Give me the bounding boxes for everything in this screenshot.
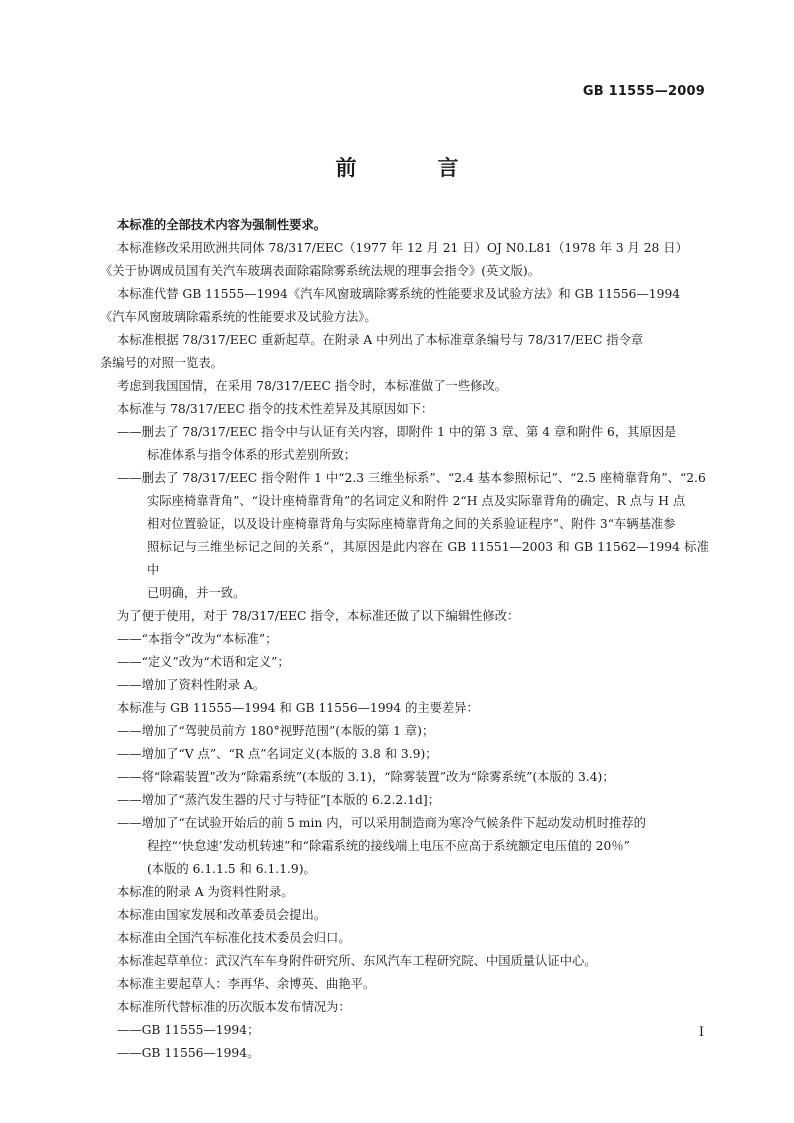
paragraph: 《关于协调成员国有关汽车玻璃表面除霜除雾系统法规的理事会指令》(英文版)。 — [100, 264, 540, 278]
list-item: ——“本指令”改为“本标准”； — [117, 632, 278, 646]
paragraph: 本标准由国家发展和改革委员会提出。 — [117, 908, 327, 922]
list-item-continuation: 标准体系与指令体系的形式差别所致； — [147, 448, 357, 462]
paragraph: 本标准的附录 A 为资料性附录。 — [117, 885, 294, 899]
paragraph: 本标准起草单位：武汉汽车车身附件研究所、东风汽车工程研究院、中国质量认证中心。 — [117, 954, 597, 968]
paragraph: 为了便于使用，对于 78/317/EEC 指令，本标准还做了以下编辑性修改： — [117, 609, 520, 623]
list-item: ——“定义”改为“术语和定义”； — [117, 655, 290, 669]
list-item: ——删去了 78/317/EEC 指令附件 1 中“2.3 三维坐标系”、“2.4 基本参照标记”、“2.5 座椅靠背角”、“2.6 — [117, 471, 706, 485]
paragraph: 考虑到我国国情，在采用 78/317/EEC 指令时，本标准做了一些修改。 — [117, 379, 508, 393]
paragraph: 本标准与 GB 11555—1994 和 GB 11556—1994 的主要差异： — [117, 701, 479, 715]
page-number: I — [698, 1025, 704, 1040]
paragraph: 本标准与 78/317/EEC 指令的技术性差异及其原因如下： — [117, 402, 434, 416]
paragraph: 本标准所代替标准的历次版本发布情况为： — [117, 1000, 351, 1014]
list-item-continuation: (本版的 6.1.1.5 和 6.1.1.9)。 — [147, 862, 316, 876]
list-item: ——GB 11555—1994； — [117, 1023, 260, 1037]
paragraph: 本标准的全部技术内容为强制性要求。 — [117, 218, 327, 232]
list-item: ——将“除霜装置”改为“除霜系统”(本版的 3.1)，“除雾装置”改为“除雾系统”(本版的 3.4)； — [117, 770, 615, 784]
paragraph: 本标准主要起草人：李再华、余博英、曲艳平。 — [117, 977, 376, 991]
list-item-continuation: 已明确，并一致。 — [147, 586, 246, 600]
paragraph: 本标准根据 78/317/EEC 重新起草。在附录 A 中列出了本标准章条编号与 78/317/EEC 指令章 — [117, 333, 644, 347]
list-item: ——增加了“蒸汽发生器的尺寸与特征”[本版的 6.2.2.1d]； — [117, 793, 440, 807]
document-body — [100, 214, 709, 1065]
list-item: ——删去了 78/317/EEC 指令中与认证有关内容，即附件 1 中的第 3 章、第 4 章和附件 6，其原因是 — [117, 425, 677, 439]
list-item: ——GB 11556—1994。 — [117, 1046, 260, 1060]
paragraph: 本标准修改采用欧洲共同体 78/317/EEC（1977 年 12 月 21 日）OJ N0.L81（1978 年 3 月 28 日） — [117, 241, 688, 255]
paragraph: 本标准代替 GB 11555—1994《汽车风窗玻璃除雾系统的性能要求及试验方法》和 GB 11556—1994 — [117, 287, 681, 301]
paragraph: 本标准由全国汽车标准化技术委员会归口。 — [117, 931, 351, 945]
list-item-continuation: 程控“‘快怠速’发动机转速”和“除霜系统的接线端上电压不应高于系统额定电压值的 20％” — [147, 839, 630, 853]
list-item-continuation: 相对位置验证，以及设计座椅靠背角与实际座椅靠背角之间的关系验证程序”、附件 3“车辆基准参 — [147, 517, 676, 531]
list-item: ——增加了“在试验开始后的前 5 min 内，可以采用制造商为寒冷气候条件下起动发动机时推荐的 — [117, 816, 646, 830]
list-item: ——增加了资料性附录 A。 — [117, 678, 266, 692]
paragraph: 《汽车风窗玻璃除霜系统的性能要求及试验方法》。 — [100, 310, 377, 324]
list-item: ——增加了“V 点”、“R 点”名词定义(本版的 3.8 和 3.9)； — [117, 747, 438, 761]
page-title: 前 言 — [335, 156, 489, 180]
list-item-continuation: 照标记与三维坐标记之间的关系”，其原因是此内容在 GB 11551—2003 和 GB 11562—1994 标准中 — [147, 540, 709, 577]
paragraph: 条编号的对照一览表。 — [100, 356, 223, 370]
list-item: ——增加了“驾驶员前方 180°视野范围”(本版的第 1 章)； — [117, 724, 435, 738]
list-item-continuation: 实际座椅靠背角”、“设计座椅靠背角”的名词定义和附件 2“H 点及实际靠背角的确定、R 点与 H 点 — [147, 494, 686, 508]
standard-number: GB 11555—2009 — [582, 84, 705, 99]
